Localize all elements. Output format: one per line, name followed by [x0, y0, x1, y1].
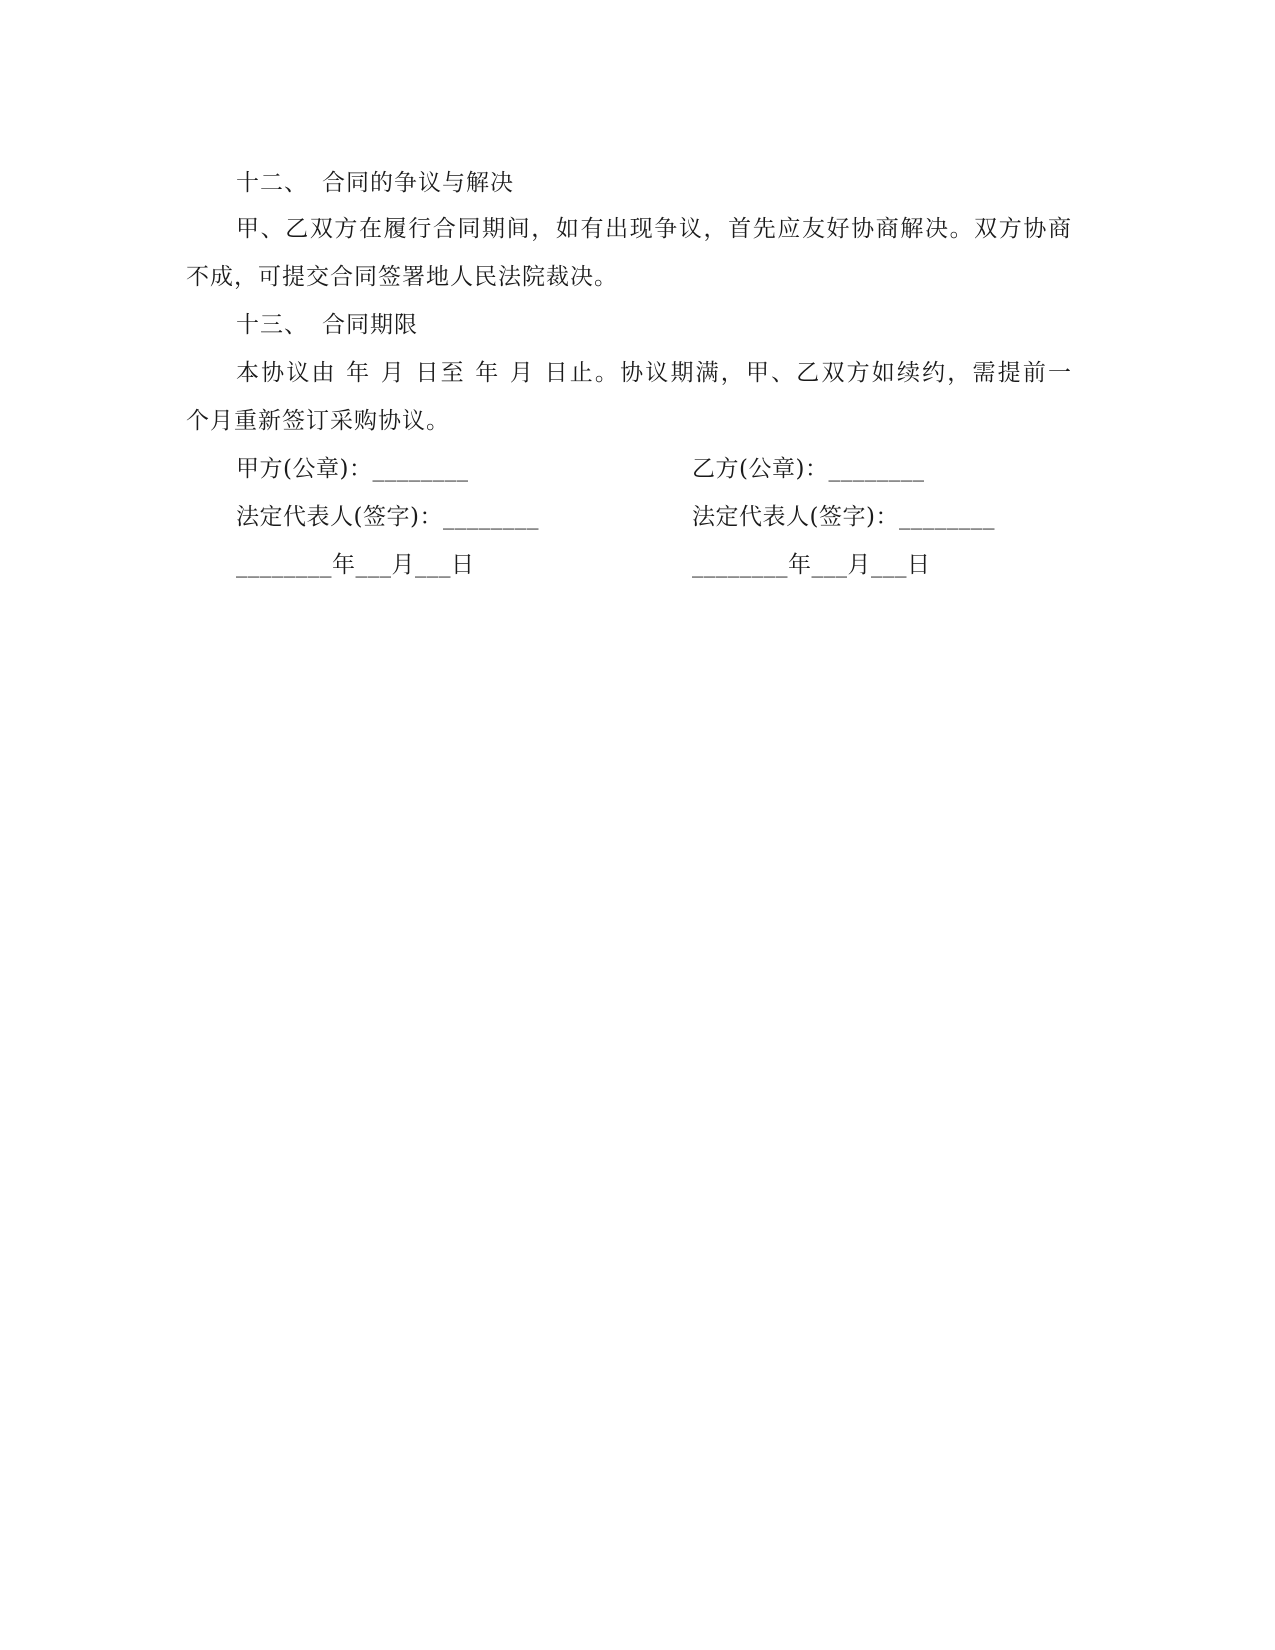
section-12-paragraph-line-2: 不成，可提交合同签署地人民法院裁决。 — [186, 264, 618, 290]
section-12-title: 合同的争议与解决 — [322, 170, 514, 196]
party-b-seal: 乙方(公章)：________ — [692, 456, 925, 482]
section-12-number: 十二、 — [236, 170, 308, 196]
section-12-heading — [236, 168, 514, 198]
party-a-representative: 法定代表人(签字)：________ — [236, 504, 539, 530]
section-13-paragraph-line-2: 个月重新签订采购协议。 — [186, 408, 450, 434]
party-a-seal: 甲方(公章)：________ — [236, 456, 469, 482]
section-13-title: 合同期限 — [322, 312, 418, 338]
section-13-number: 十三、 — [236, 312, 308, 338]
section-13-heading — [236, 310, 418, 340]
section-12-paragraph-line-1: 甲、乙双方在履行合同期间，如有出现争议，首先应友好协商解决。双方协商 — [236, 216, 1072, 242]
party-b-representative: 法定代表人(签字)：________ — [692, 504, 995, 530]
section-13-paragraph-line-1: 本协议由 年 月 日至 年 月 日止。协议期满，甲、乙双方如续约，需提前一 — [236, 360, 1072, 386]
party-a-date: ________年___月___日 — [236, 552, 475, 578]
party-b-date: ________年___月___日 — [692, 552, 931, 578]
